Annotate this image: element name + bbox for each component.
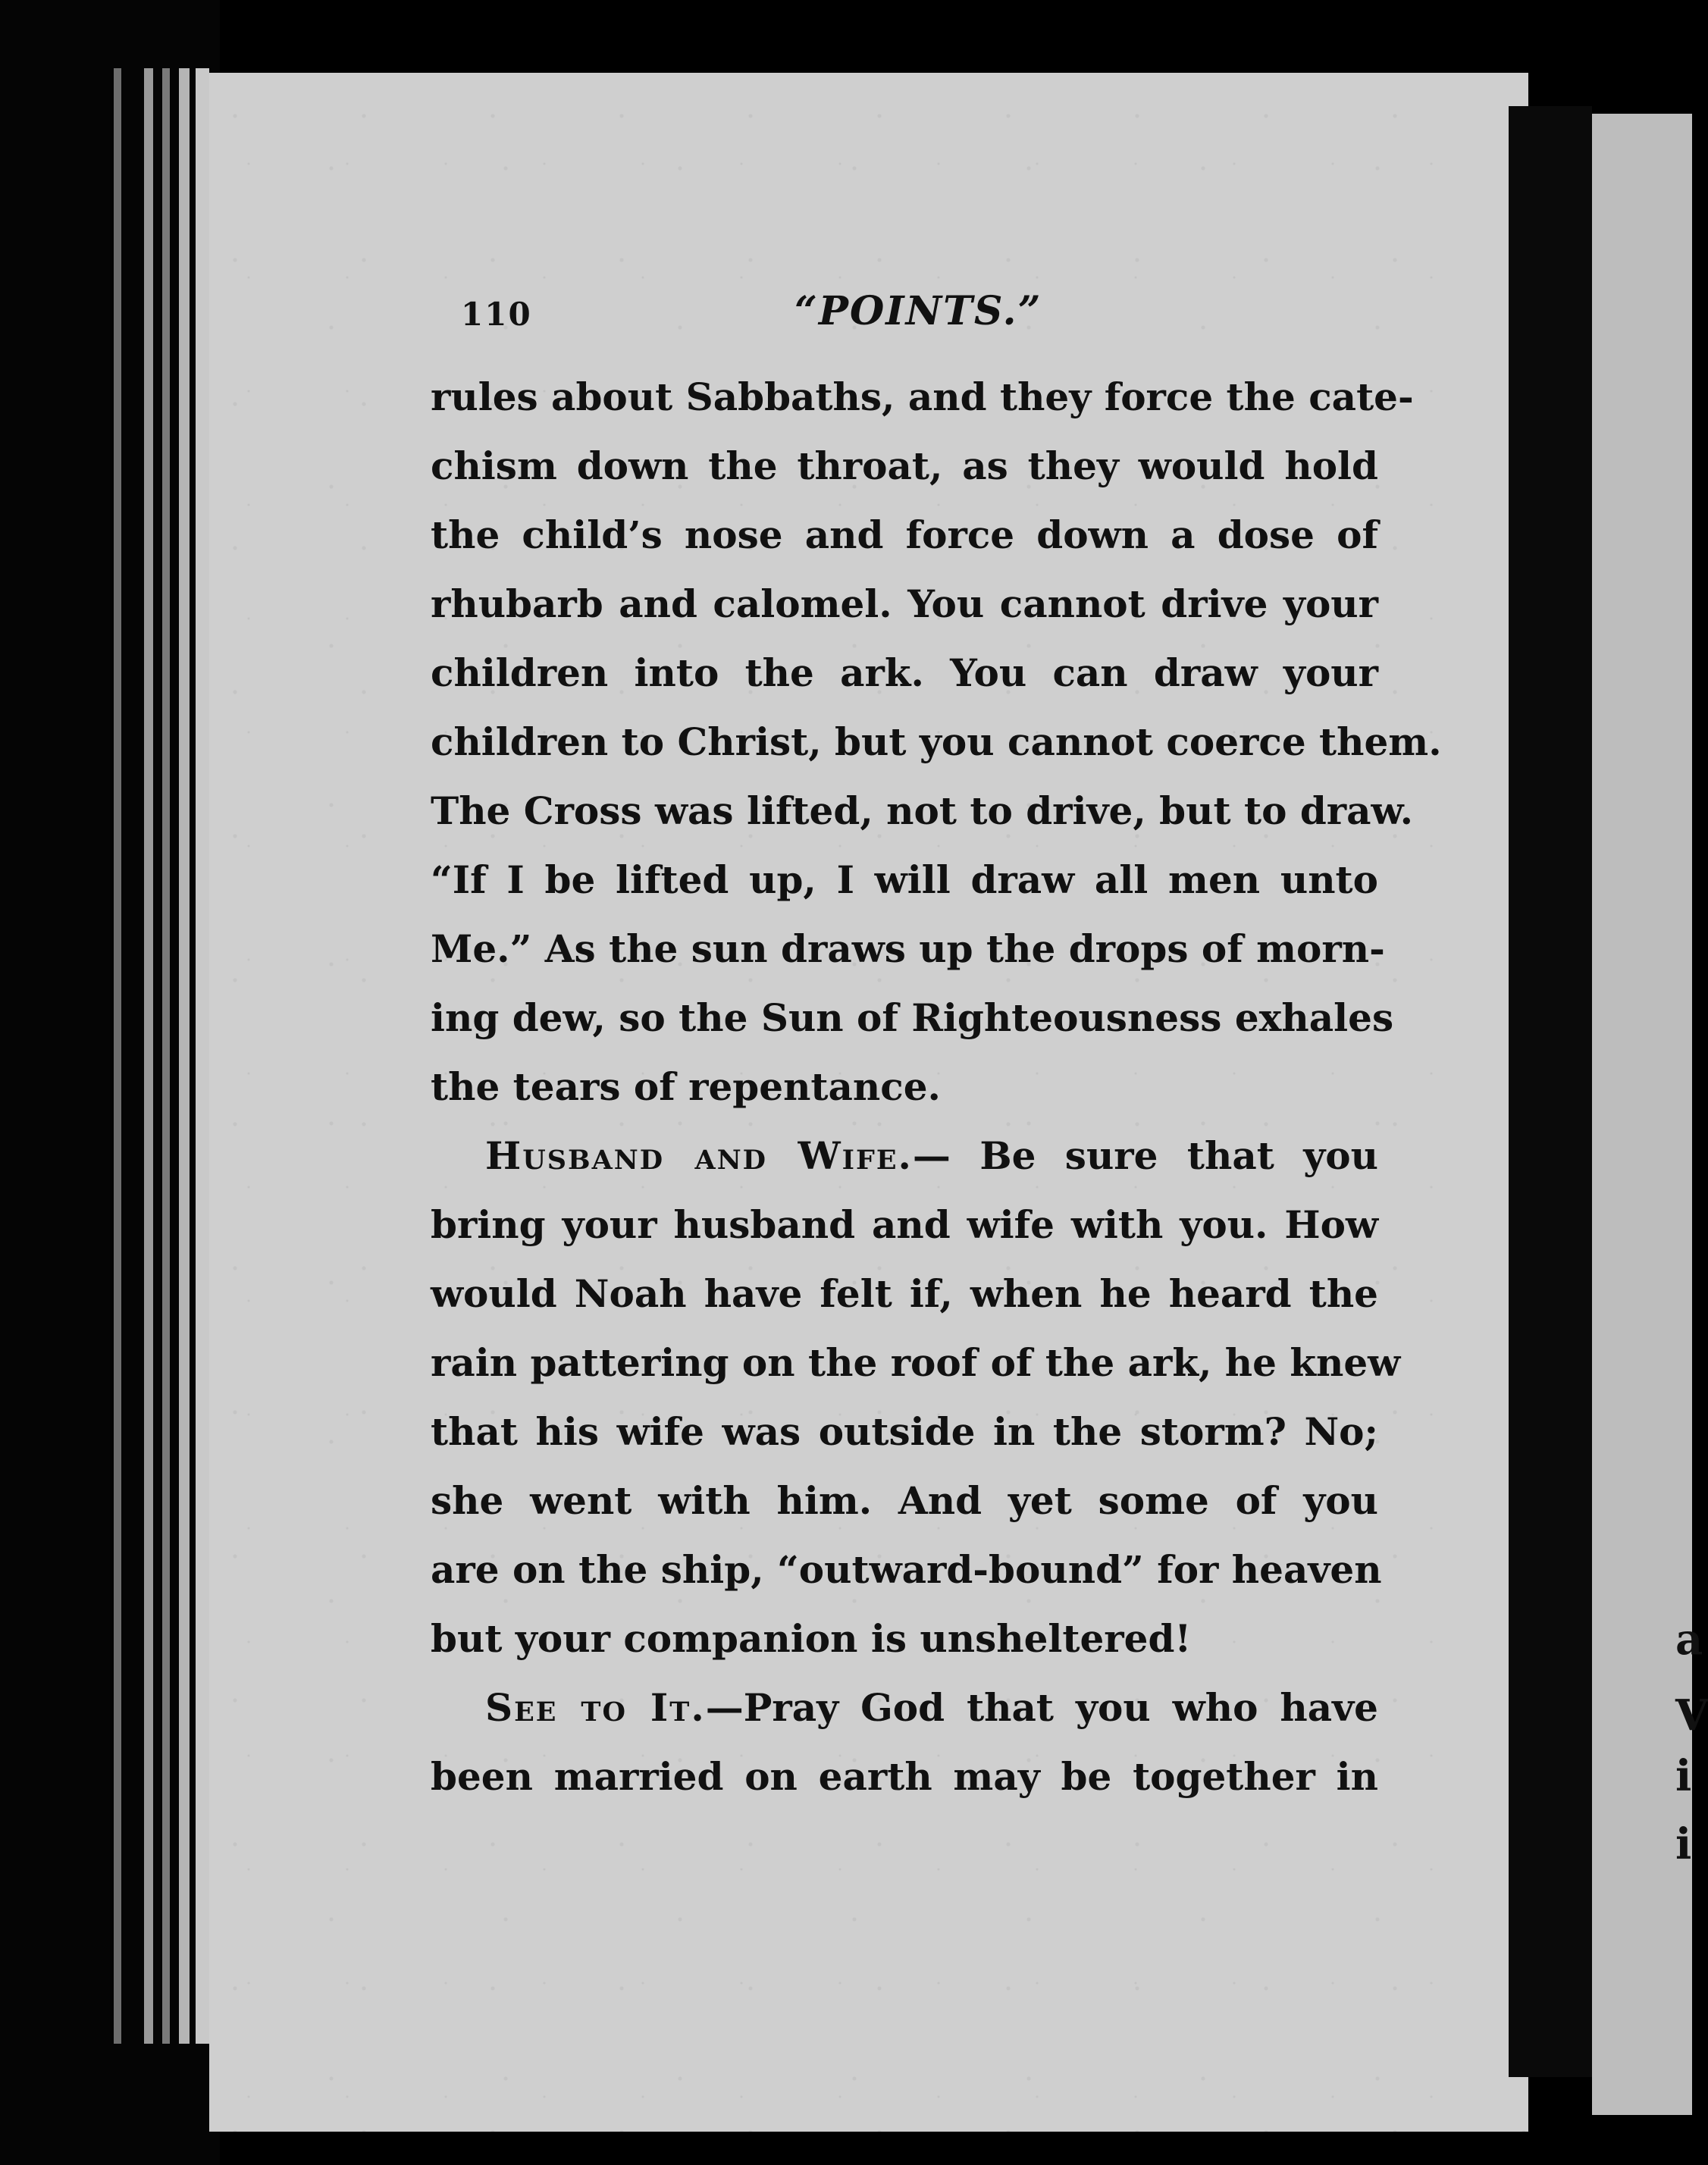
running-head — [461, 288, 1378, 349]
text-line: Me.” As the sun draws up the drops of morn- — [431, 926, 1385, 971]
text-line: —Pray God that you who have — [705, 1685, 1378, 1730]
book-spine-edge — [0, 0, 220, 2165]
spine-stripe — [162, 68, 170, 2044]
text-line: ing dew, so the Sun of Righteousness exhales — [431, 995, 1394, 1040]
text-line: children into the ark. You can draw your — [431, 650, 1378, 695]
spine-stripe — [196, 68, 209, 2044]
text-line: “If I be lifted up, I will draw all men unto — [431, 857, 1378, 902]
next-page-fragment: i — [1675, 1751, 1692, 1801]
spine-stripe — [114, 68, 121, 2044]
text-line: but your companion is unsheltered! — [431, 1616, 1192, 1661]
section-heading: Husband and Wife. — [485, 1133, 913, 1178]
text-line: that his wife was outside in the storm? No; — [431, 1409, 1378, 1454]
text-line: bring your husband and wife with you. How — [431, 1202, 1378, 1247]
page-gutter — [1509, 106, 1592, 2077]
text-line: the tears of repentance. — [431, 1064, 941, 1109]
paragraph-first-line — [431, 1673, 1378, 1742]
text-line: chism down the throat, as they would hold — [431, 443, 1378, 488]
page-number: 110 — [461, 296, 532, 333]
text-line: are on the ship, “outward-bound” for heaven — [431, 1547, 1382, 1592]
section-heading: See to It. — [485, 1685, 706, 1730]
text-line: children to Christ, but you cannot coerce them. — [431, 719, 1442, 764]
spine-stripe — [179, 68, 190, 2044]
spine-stripe — [144, 68, 153, 2044]
next-page-edge — [1592, 114, 1708, 2115]
text-line: rhubarb and calomel. You cannot drive your — [431, 581, 1378, 626]
text-line: rules about Sabbaths, and they force the cate- — [431, 374, 1414, 419]
text-line: the child’s nose and force down a dose of — [431, 512, 1378, 557]
body-text — [431, 362, 1442, 1811]
text-line: been married on earth may be together in — [431, 1754, 1378, 1799]
text-line: The Cross was lifted, not to drive, but to draw. — [431, 788, 1413, 833]
running-title: “POINTS.” — [794, 288, 1042, 334]
text-line: would Noah have felt if, when he heard the — [431, 1271, 1378, 1316]
text-line: — Be sure that you — [912, 1133, 1378, 1178]
paragraph-first-line — [431, 1121, 1378, 1190]
text-line: she went with him. And yet some of you — [431, 1478, 1378, 1523]
next-page-fragment: i — [1675, 1819, 1692, 1869]
next-page-fragment: a — [1675, 1615, 1703, 1665]
next-page-fragment: V — [1675, 1690, 1708, 1740]
text-line: rain pattering on the roof of the ark, he knew — [431, 1340, 1401, 1385]
